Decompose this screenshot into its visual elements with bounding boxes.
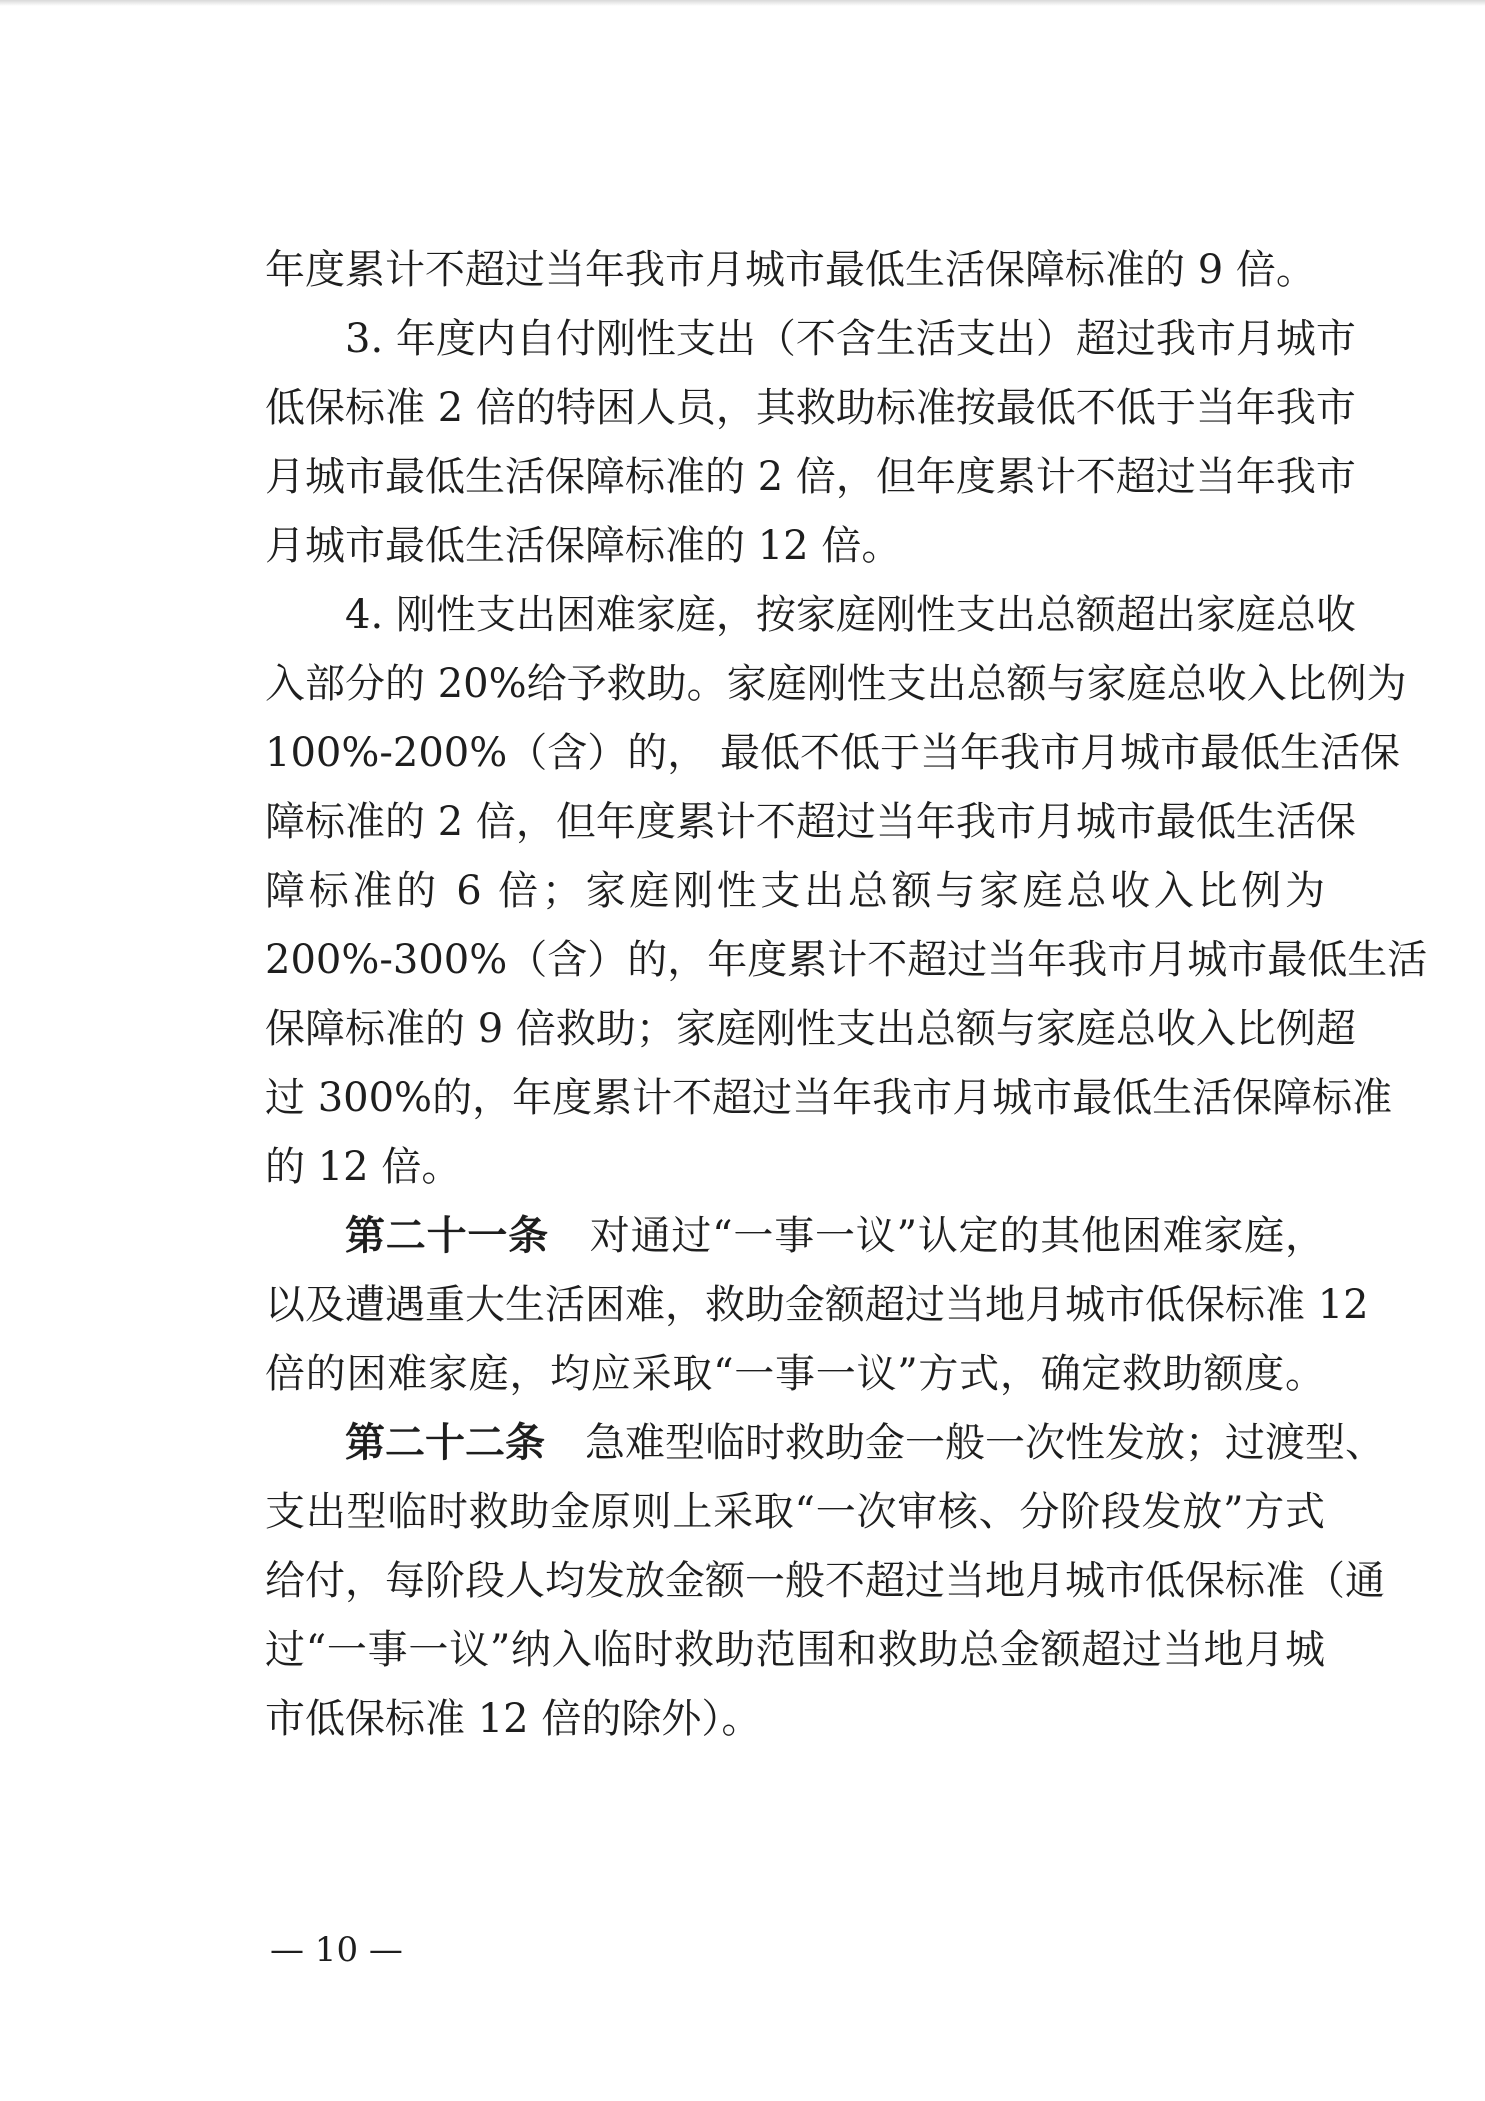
text-line: 市低保标准 12 倍的除外）。 <box>265 1696 762 1742</box>
text-line: 过 300%的，年度累计不超过当年我市月城市最低生活保障标准 <box>265 1075 1393 1121</box>
text-line: 200%-300%（含）的，年度累计不超过当年我市月城市最低生活 <box>265 937 1428 983</box>
text-line: 低保标准 2 倍的特困人员，其救助标准按最低不低于当年我市 <box>265 385 1356 431</box>
text-line: 月城市最低生活保障标准的 12 倍。 <box>265 523 902 569</box>
text-line: 支出型临时救助金原则上采取“一次审核、分阶段发放”方式 <box>265 1489 1325 1535</box>
text-line: 的 12 倍。 <box>265 1144 462 1190</box>
text-line: 4. 刚性支出困难家庭，按家庭刚性支出总额超出家庭总收 <box>345 592 1356 638</box>
text-line: 年度累计不超过当年我市月城市最低生活保障标准的 9 倍。 <box>265 247 1316 293</box>
page-number: — 10 — <box>270 1930 403 1970</box>
article-21-text: 对通过“一事一议”认定的其他困难家庭， <box>589 1213 1325 1259</box>
text-line: 以及遭遇重大生活困难，救助金额超过当地月城市低保标准 12 <box>265 1282 1369 1328</box>
scan-top-edge <box>0 0 1485 6</box>
article-21-heading: 第二十一条 <box>345 1212 549 1259</box>
text-line: 倍的困难家庭，均应采取“一事一议”方式，确定救助额度。 <box>265 1351 1325 1397</box>
text-line: 100%-200%（含）的， 最低不低于当年我市月城市最低生活保 <box>265 730 1400 776</box>
text-line: 月城市最低生活保障标准的 2 倍，但年度累计不超过当年我市 <box>265 454 1356 500</box>
text-line: 过“一事一议”纳入临时救助范围和救助总金额超过当地月城 <box>265 1627 1325 1673</box>
article-21-first-line <box>345 1206 1325 1266</box>
text-line: 给付，每阶段人均发放金额一般不超过当地月城市低保标准（通 <box>265 1558 1385 1604</box>
text-line: 障标准的 6 倍；家庭刚性支出总额与家庭总收入比例为 <box>265 868 1325 914</box>
text-line: 障标准的 2 倍，但年度累计不超过当年我市月城市最低生活保 <box>265 799 1356 845</box>
article-22-first-line <box>345 1413 1385 1473</box>
article-22-heading: 第二十二条 <box>345 1419 545 1466</box>
text-line: 3. 年度内自付刚性支出（不含生活支出）超过我市月城市 <box>345 316 1356 362</box>
article-22-text: 急难型临时救助金一般一次性发放；过渡型、 <box>585 1420 1385 1466</box>
text-line: 入部分的 20%给予救助。家庭刚性支出总额与家庭总收入比例为 <box>265 661 1407 707</box>
text-line: 保障标准的 9 倍救助；家庭刚性支出总额与家庭总收入比例超 <box>265 1006 1356 1052</box>
